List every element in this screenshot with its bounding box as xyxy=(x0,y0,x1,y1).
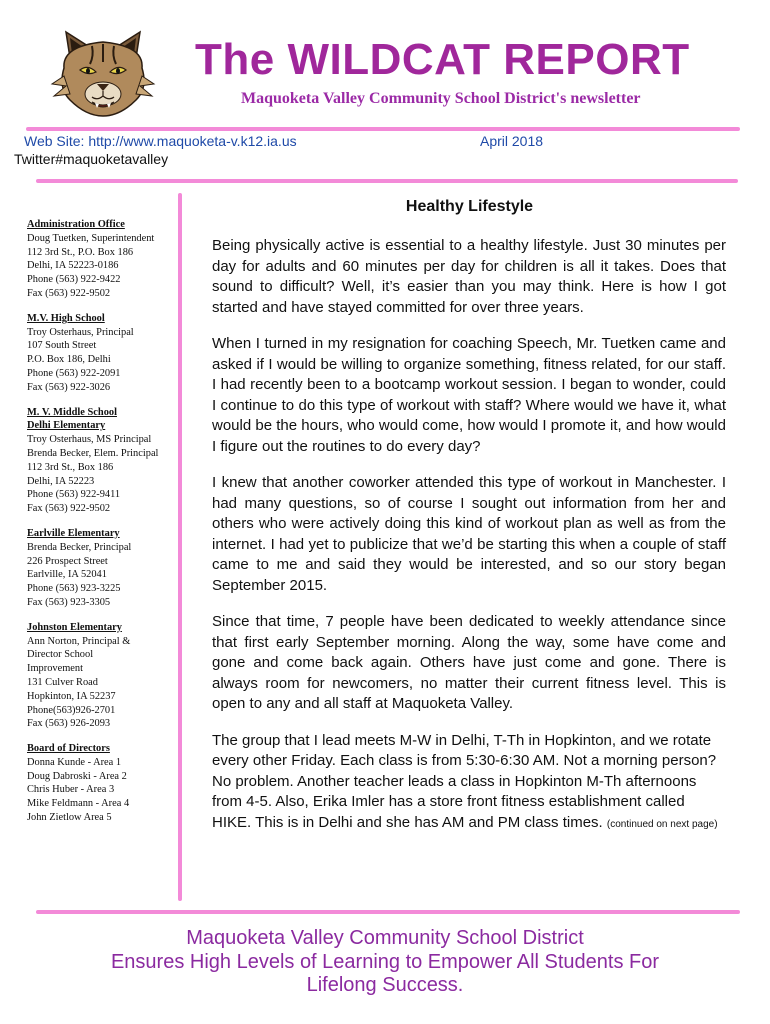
directory-heading: Earlville Elementary xyxy=(27,527,120,539)
directory-line: 131 Culver Road xyxy=(27,676,98,688)
newsletter-title: The WILDCAT REPORT xyxy=(195,35,690,84)
wildcat-mascot-icon xyxy=(48,28,158,118)
directory-line: Chris Huber - Area 3 xyxy=(27,784,115,796)
article-paragraph-text: The group that I lead meets M-W in Delhi, T-Th in Hopkinton, and we rotate every other Friday. Each class is from 5:30-6:30 AM. Not a morning person? No problem. Another teacher leads a class in Hopkinton M-Th afternoons from 4-5. Also, Erika Imler has a store front fitness establishment called HIKE. This is in Delhi and she has AM and PM class times. xyxy=(212,731,717,831)
directory-line: Director School xyxy=(27,649,94,661)
directory-line: Hopkinton, IA 52237 xyxy=(27,690,116,702)
directory-line: Doug Dabroski - Area 2 xyxy=(27,770,127,782)
mission-line: Lifelong Success. xyxy=(306,974,464,996)
directory-line: P.O. Box 186, Delhi xyxy=(27,354,111,366)
article-paragraph-last xyxy=(212,731,726,836)
directory-line: Earlville, IA 52041 xyxy=(27,569,107,581)
mission-line: Ensures High Levels of Learning to Empower All Students For xyxy=(110,950,660,973)
directory-line: Delhi, IA 52223-0186 xyxy=(27,260,119,272)
directory-block-administration xyxy=(27,218,177,301)
directory-heading: M. V. Middle School xyxy=(27,406,117,418)
directory-block-middle-school xyxy=(27,406,177,516)
directory-line: Donna Kunde - Area 1 xyxy=(27,756,122,768)
directory-line: John Zietlow Area 5 xyxy=(27,812,112,824)
directory-line: Doug Tuetken, Superintendent xyxy=(27,232,155,244)
directory-line: Phone (563) 922-9411 xyxy=(27,489,121,501)
directory-line: Fax (563) 922-9502 xyxy=(27,503,111,515)
newsletter-subtitle: Maquoketa Valley Community School District's newsletter xyxy=(241,90,641,107)
directory-line: Phone (563) 923-3225 xyxy=(27,583,121,595)
directory-block-board xyxy=(27,742,177,825)
directory-heading: Delhi Elementary xyxy=(27,420,106,432)
continued-note: (continued on next page) xyxy=(606,818,718,830)
directory-line: 107 South Street xyxy=(27,340,97,352)
column-divider xyxy=(178,193,182,901)
directory-line: Ann Norton, Principal & xyxy=(27,635,131,647)
article-paragraph: Since that time, 7 people have been dedicated to weekly attendance since that first early September morning. Along the way, some have come and gone and come back again. Others have just come and gone. There is always room for newcomers, no matter their current fitness level. This is open to any and all staff at Maquoketa Valley. xyxy=(212,613,726,712)
directory-line: Fax (563) 926-2093 xyxy=(27,718,111,730)
directory-line: Phone (563) 922-2091 xyxy=(27,367,121,379)
directory-line: 226 Prospect Street xyxy=(27,555,108,567)
directory-line: Fax (563) 922-9502 xyxy=(27,287,111,299)
directory-heading: Administration Office xyxy=(27,219,125,230)
directory-line: Fax (563) 922-3026 xyxy=(27,381,111,393)
issue-date: April 2018 xyxy=(480,133,544,149)
website-link[interactable]: Web Site: http://www.maquoketa-v.k12.ia.us xyxy=(24,133,297,149)
directory-line: Improvement xyxy=(27,663,83,675)
footer-divider xyxy=(36,910,740,914)
directory-line: Troy Osterhaus, Principal xyxy=(27,326,134,338)
directory-line: 112 3rd St., P.O. Box 186 xyxy=(27,246,134,258)
header-divider-bottom xyxy=(36,179,738,183)
header-divider-top xyxy=(26,127,740,131)
directory-line: Phone (563) 922-9422 xyxy=(27,274,121,286)
directory-line: Mike Feldmann - Area 4 xyxy=(27,798,130,810)
article-paragraph: I knew that another coworker attended this type of workout in Manchester. I had many questions, so of course I sought out information from her and others who were actively doing this kind of workout plan as well as from the internet. I had yet to publicize that we’d be starting this when a couple of staff came to me and said they would be interested, and so our story began September 2015. xyxy=(212,474,726,594)
directory-block-earlville xyxy=(27,527,177,610)
school-directory-sidebar xyxy=(27,218,177,836)
directory-block-johnston xyxy=(27,621,177,731)
district-mission-footer xyxy=(60,927,710,998)
directory-heading: Johnston Elementary xyxy=(27,621,122,633)
directory-line: Fax (563) 923-3305 xyxy=(27,596,111,608)
directory-line: Brenda Becker, Principal xyxy=(27,541,132,553)
directory-heading: Board of Directors xyxy=(27,743,110,755)
twitter-handle: Twitter#maquoketavalley xyxy=(14,151,169,167)
article-paragraph: When I turned in my resignation for coaching Speech, Mr. Tuetken came and asked if I would be willing to organize something, fitness related, for our staff. I had recently been to a bootcamp workout session. I began to wonder, could I continue to do this type of workout with staff? Where would we have it, what would be the hours, who would come, how would I promote it, and how would I figure out the routines to do every day? xyxy=(212,335,726,455)
directory-heading: M.V. High School xyxy=(27,312,105,324)
directory-line: Phone(563)926-2701 xyxy=(27,704,116,716)
article-paragraph: Being physically active is essential to a healthy lifestyle. Just 30 minutes per day for adults and 60 minutes per day for children is all it takes. Does that sound to difficult? Well, it’s easier than you may think. Here is how I got started and have stayed committed for over three years. xyxy=(212,237,726,316)
directory-line: Troy Osterhaus, MS Principal xyxy=(27,434,152,446)
article-title: Healthy Lifestyle xyxy=(405,198,534,215)
directory-line: Delhi, IA 52223 xyxy=(27,475,95,487)
directory-line: 112 3rd St., Box 186 xyxy=(27,461,114,473)
directory-line: Brenda Becker, Elem. Principal xyxy=(27,447,159,459)
mission-line: Maquoketa Valley Community School District xyxy=(186,927,584,949)
directory-block-high-school xyxy=(27,312,177,395)
article-body xyxy=(212,236,726,851)
